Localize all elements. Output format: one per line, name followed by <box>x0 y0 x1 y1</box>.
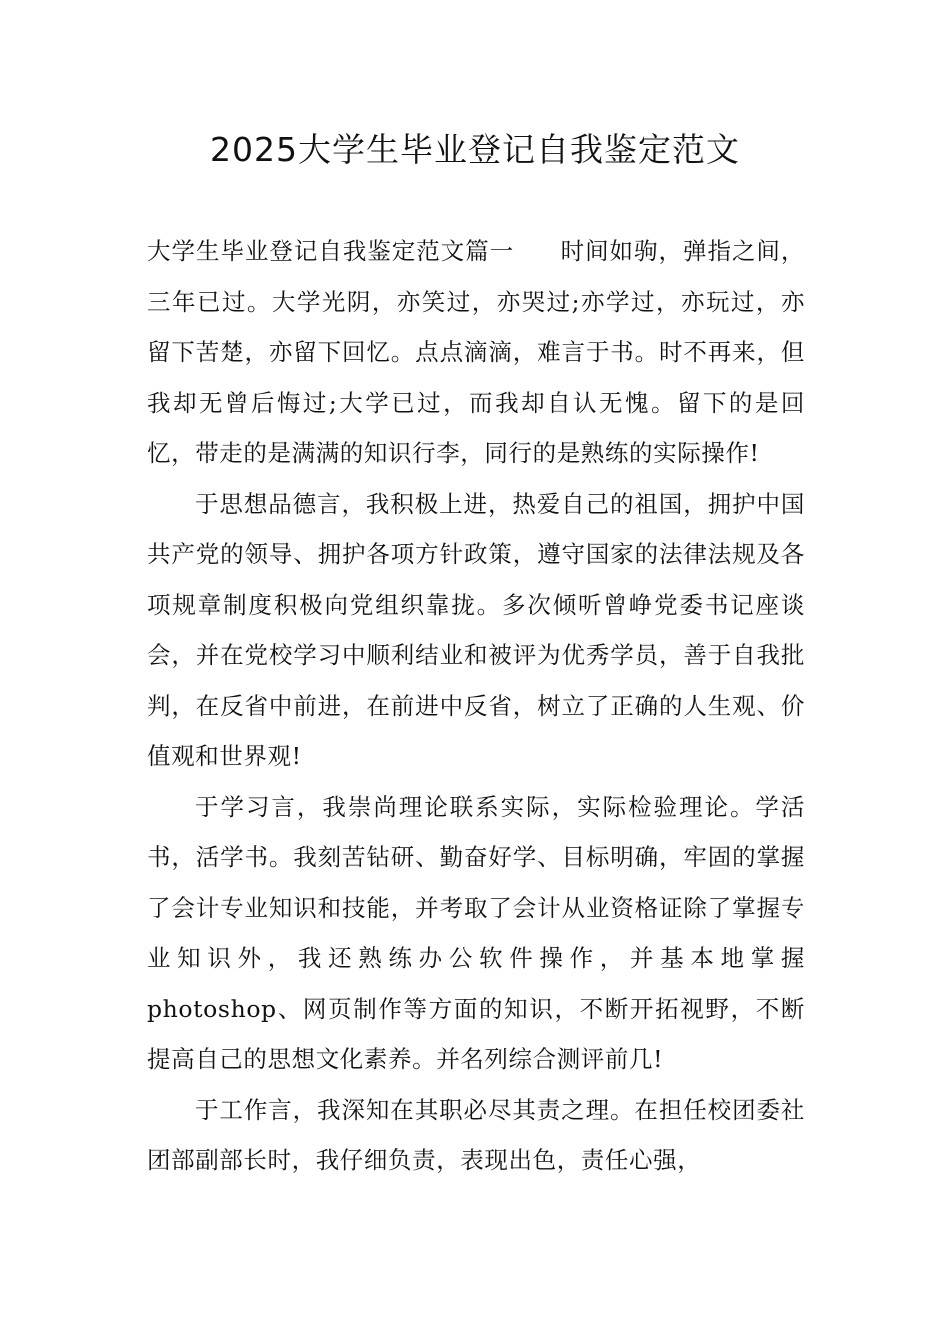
document-body <box>147 226 805 1186</box>
section-heading: 大学生毕业登记自我鉴定范文篇一 <box>147 237 515 265</box>
paragraph-4: 于工作言，我深知在其职必尽其责之理。在担任校团委社团部副部长时，我仔细负责，表现出色，责任心强， <box>147 1095 805 1174</box>
paragraph-3: 于学习言，我崇尚理论联系实际，实际检验理论。学活书，活学书。我刻苦钻研、勤奋好学、目标明确，牢固的掌握了会计专业知识和技能，并考取了会计从业资格证除了掌握专业知识外，我还熟练办公软件操作，并基本地掌握photoshop、网页制作等方面的知识，不断开拓视野，不断提高自己的思想文化素养。并名列综合测评前几! <box>147 792 805 1073</box>
paragraph-text: 时间如驹，弹指之间，三年已过。大学光阴，亦笑过，亦哭过;亦学过，亦玩过，亦留下苦楚，亦留下回忆。点点滴滴，难言于书。时不再来，但我却无曾后悔过;大学已过，而我却自认无愧。留下的是回忆，带走的是满满的知识行李，同行的是熟练的实际操作! <box>147 237 806 467</box>
document-title: 2025大学生毕业登记自我鉴定范文 <box>210 130 740 169</box>
paragraph-1 <box>147 226 805 479</box>
paragraph-2: 于思想品德言，我积极上进，热爱自己的祖国，拥护中国共产党的领导、拥护各项方针政策，遵守国家的法律法规及各项规章制度积极向党组织靠拢。多次倾听曾峥党委书记座谈会，并在党校学习中顺利结业和被评为优秀学员，善于自我批判，在反省中前进，在前进中反省，树立了正确的人生观、价值观和世界观! <box>147 489 805 770</box>
